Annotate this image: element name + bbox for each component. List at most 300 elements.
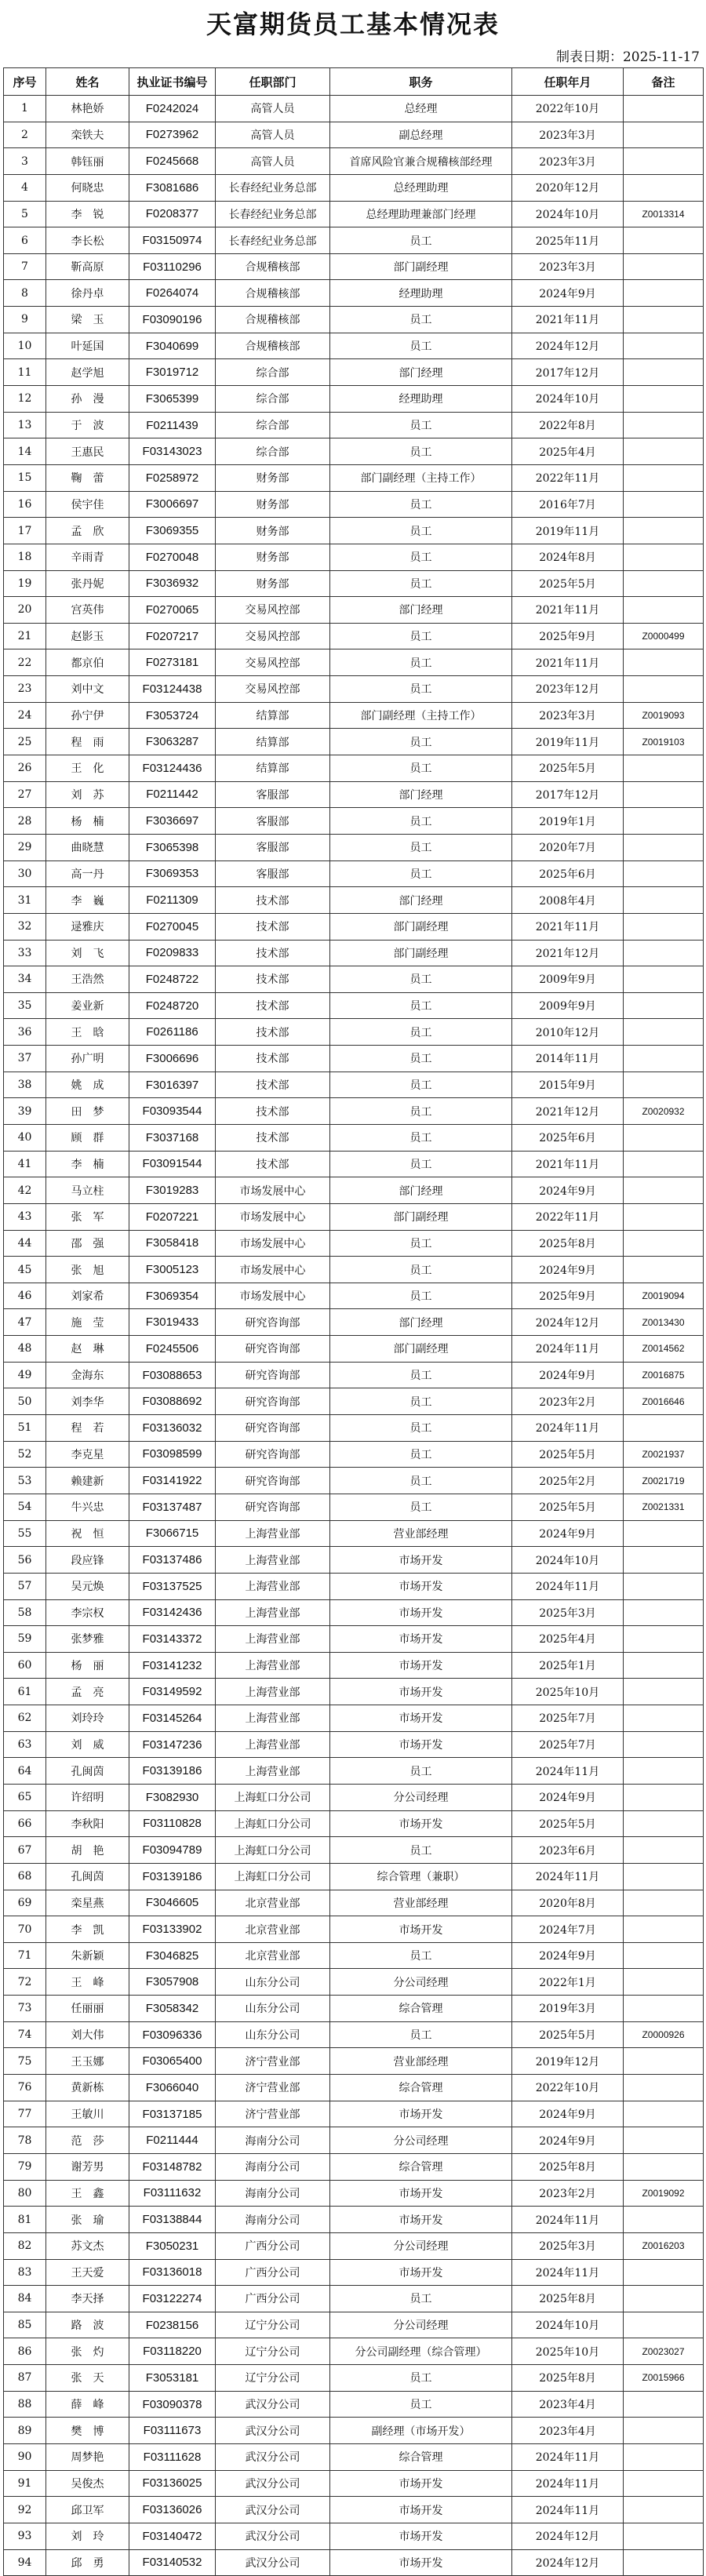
cell-position: 营业部经理 [330,1890,512,1916]
cell-start-date: 2010年12月 [512,1019,624,1046]
cell-index: 77 [4,2101,46,2127]
cell-remark [624,1652,704,1679]
cell-name: 张 瑜 [46,2207,129,2233]
cell-position: 部门副经理 [330,1203,512,1230]
cell-start-date: 2024年9月 [512,1177,624,1204]
cell-position: 市场开发 [330,2207,512,2233]
cell-start-date: 2023年2月 [512,1388,624,1415]
cell-position: 市场开发 [330,1810,512,1837]
table-row [4,1863,704,1890]
cell-name: 谢芳男 [46,2153,129,2180]
cell-position: 综合管理 [330,2444,512,2471]
cell-position: 市场开发 [330,1626,512,1653]
cell-index: 54 [4,1494,46,1520]
cell-name: 孙广明 [46,1046,129,1072]
cell-position: 员工 [330,676,512,703]
cell-name: 刘大伟 [46,2021,129,2048]
cell-cert-no: F03137486 [129,1547,216,1574]
cell-cert-no: F03139186 [129,1758,216,1785]
cell-remark [624,386,704,413]
cell-index: 94 [4,2549,46,2576]
cell-start-date: 2024年11月 [512,2470,624,2497]
cell-start-date: 2025年5月 [512,2021,624,2048]
cell-start-date: 2023年3月 [512,702,624,729]
cell-position: 员工 [330,1415,512,1442]
table-row [4,1098,704,1125]
cell-index: 42 [4,1177,46,1204]
cell-position: 员工 [330,1046,512,1072]
cell-remark: Z0000499 [624,623,704,649]
cell-start-date: 2021年12月 [512,940,624,966]
table-row [4,174,704,201]
cell-remark [624,1731,704,1758]
cell-cert-no: F03136025 [129,2470,216,2497]
cell-index: 71 [4,1942,46,1969]
cell-department: 辽宁分公司 [216,2338,330,2365]
table-row [4,2391,704,2418]
cell-department: 山东分公司 [216,1996,330,2022]
cell-department: 研究咨询部 [216,1362,330,1388]
table-row [4,729,704,755]
cell-index: 57 [4,1573,46,1599]
cell-cert-no: F03111673 [129,2418,216,2444]
staff-table [3,67,704,2576]
cell-start-date: 2025年10月 [512,2338,624,2365]
cell-cert-no: F3006696 [129,1046,216,1072]
table-row [4,1837,704,1864]
cell-name: 李秋阳 [46,1810,129,1837]
cell-department: 上海营业部 [216,1679,330,1705]
header-position: 职务 [330,68,512,96]
cell-name: 苏文杰 [46,2232,129,2259]
cell-department: 技术部 [216,940,330,966]
cell-department: 交易风控部 [216,623,330,649]
cell-remark [624,1257,704,1283]
cell-remark [624,1837,704,1864]
cell-index: 51 [4,1415,46,1442]
cell-cert-no: F0238156 [129,2312,216,2338]
cell-cert-no: F0211439 [129,412,216,438]
cell-index: 63 [4,1731,46,1758]
table-row [4,1468,704,1494]
cell-cert-no: F3040699 [129,333,216,359]
cell-index: 66 [4,1810,46,1837]
table-row [4,1705,704,1732]
cell-department: 海南分公司 [216,2153,330,2180]
cell-position: 市场开发 [330,1679,512,1705]
cell-department: 研究咨询部 [216,1468,330,1494]
cell-remark [624,808,704,835]
cell-position: 市场开发 [330,1705,512,1732]
table-row [4,148,704,175]
cell-position: 员工 [330,729,512,755]
cell-position: 员工 [330,834,512,860]
cell-remark [624,1863,704,1890]
cell-start-date: 2024年11月 [512,2207,624,2233]
cell-cert-no: F03094789 [129,1837,216,1864]
page-title: 天富期货员工基本情况表 [206,9,500,39]
cell-remark [624,359,704,386]
table-row [4,386,704,413]
cell-start-date: 2021年11月 [512,913,624,940]
table-row [4,2180,704,2207]
cell-remark [624,2418,704,2444]
cell-name: 姜业新 [46,992,129,1019]
cell-cert-no: F03093544 [129,1098,216,1125]
cell-remark [624,1019,704,1046]
cell-index: 18 [4,544,46,570]
cell-remark [624,438,704,465]
table-row [4,1890,704,1916]
cell-cert-no: F3019712 [129,359,216,386]
cell-department: 长春经纪业务总部 [216,201,330,227]
table-row [4,96,704,122]
cell-name: 路 波 [46,2312,129,2338]
cell-start-date: 2024年9月 [512,1362,624,1388]
cell-name: 栾铁夫 [46,122,129,148]
cell-position: 员工 [330,2365,512,2392]
cell-remark [624,1942,704,1969]
cell-department: 济宁营业部 [216,2075,330,2101]
cell-start-date: 2024年11月 [512,1758,624,1785]
cell-name: 李 凯 [46,1916,129,1943]
table-row [4,887,704,914]
cell-position: 员工 [330,1151,512,1177]
cell-name: 姚 成 [46,1072,129,1098]
cell-position: 副总经理 [330,122,512,148]
cell-name: 孟 欣 [46,518,129,544]
cell-name: 王 鑫 [46,2180,129,2207]
table-row [4,1283,704,1309]
cell-position: 经理助理 [330,386,512,413]
cell-cert-no: F3066040 [129,2075,216,2101]
table-row [4,1731,704,1758]
table-row [4,2470,704,2497]
table-row [4,307,704,333]
cell-position: 员工 [330,570,512,597]
cell-index: 58 [4,1599,46,1626]
cell-name: 孔闽茵 [46,1758,129,1785]
cell-index: 59 [4,1626,46,1653]
table-row [4,1652,704,1679]
cell-position: 部门副经理 [330,940,512,966]
cell-index: 79 [4,2153,46,2180]
cell-start-date: 2025年2月 [512,1468,624,1494]
cell-index: 34 [4,966,46,993]
table-row [4,438,704,465]
cell-department: 济宁营业部 [216,2101,330,2127]
cell-start-date: 2024年12月 [512,2523,624,2549]
cell-start-date: 2024年11月 [512,1573,624,1599]
cell-department: 市场发展中心 [216,1177,330,1204]
cell-cert-no: F03098599 [129,1441,216,1468]
cell-position: 员工 [330,1942,512,1969]
cell-department: 客服部 [216,860,330,887]
cell-index: 41 [4,1151,46,1177]
cell-index: 11 [4,359,46,386]
cell-position: 员工 [330,1072,512,1098]
cell-remark [624,781,704,808]
cell-index: 16 [4,491,46,518]
cell-start-date: 2024年12月 [512,2549,624,2576]
cell-department: 客服部 [216,808,330,835]
table-row [4,1124,704,1151]
cell-remark [624,1547,704,1574]
cell-index: 65 [4,1785,46,1811]
table-row [4,1046,704,1072]
cell-name: 施 莹 [46,1309,129,1336]
table-row [4,1441,704,1468]
cell-start-date: 2024年11月 [512,1863,624,1890]
cell-start-date: 2021年11月 [512,649,624,676]
cell-department: 上海营业部 [216,1652,330,1679]
cell-department: 长春经纪业务总部 [216,227,330,254]
cell-cert-no: F3046605 [129,1890,216,1916]
cell-remark [624,1785,704,1811]
cell-position: 员工 [330,860,512,887]
cell-remark [624,2153,704,2180]
cell-index: 89 [4,2418,46,2444]
cell-index: 30 [4,860,46,887]
cell-remark [624,2391,704,2418]
cell-name: 梁 玉 [46,307,129,333]
cell-department: 结算部 [216,729,330,755]
cell-department: 上海营业部 [216,1731,330,1758]
cell-index: 13 [4,412,46,438]
cell-name: 祝 恒 [46,1520,129,1547]
cell-remark [624,2127,704,2154]
cell-department: 技术部 [216,1072,330,1098]
table-row [4,1785,704,1811]
table-row [4,1547,704,1574]
table-row [4,1679,704,1705]
cell-remark [624,1890,704,1916]
cell-remark [624,940,704,966]
cell-remark [624,2497,704,2523]
cell-remark [624,755,704,782]
cell-cert-no: F03124436 [129,755,216,782]
cell-position: 员工 [330,1230,512,1257]
cell-cert-no: F03124438 [129,676,216,703]
cell-index: 48 [4,1336,46,1363]
cell-position: 员工 [330,808,512,835]
table-row [4,333,704,359]
cell-start-date: 2023年2月 [512,2180,624,2207]
cell-department: 辽宁分公司 [216,2312,330,2338]
cell-department: 武汉分公司 [216,2444,330,2471]
cell-start-date: 2021年11月 [512,597,624,624]
cell-name: 李 楠 [46,1151,129,1177]
cell-department: 技术部 [216,966,330,993]
cell-position: 总经理 [330,96,512,122]
cell-department: 客服部 [216,781,330,808]
cell-department: 合规稽核部 [216,333,330,359]
cell-name: 田 梦 [46,1098,129,1125]
cell-position: 员工 [330,1837,512,1864]
cell-index: 21 [4,623,46,649]
cell-position: 部门副经理（主持工作） [330,702,512,729]
table-row [4,940,704,966]
header-department: 任职部门 [216,68,330,96]
cell-start-date: 2022年10月 [512,2075,624,2101]
table-row [4,1996,704,2022]
cell-position: 副经理（市场开发） [330,2418,512,2444]
cell-start-date: 2024年11月 [512,1336,624,1363]
cell-name: 杨 丽 [46,1652,129,1679]
table-row [4,1520,704,1547]
table-row [4,702,704,729]
table-row [4,2207,704,2233]
cell-name: 刘 威 [46,1731,129,1758]
cell-position: 部门经理 [330,781,512,808]
cell-position: 员工 [330,2286,512,2312]
cell-start-date: 2025年6月 [512,860,624,887]
cell-index: 70 [4,1916,46,1943]
cell-start-date: 2025年9月 [512,623,624,649]
cell-start-date: 2020年12月 [512,174,624,201]
cell-position: 综合管理（兼职） [330,1863,512,1890]
cell-remark [624,174,704,201]
cell-remark: Z0013314 [624,201,704,227]
cell-position: 部门副经理 [330,253,512,280]
cell-remark [624,2470,704,2497]
header-cert-no: 执业证书编号 [129,68,216,96]
cell-name: 许绍明 [46,1785,129,1811]
cell-cert-no: F03148782 [129,2153,216,2180]
cell-position: 营业部经理 [330,2048,512,2075]
cell-position: 分公司经理 [330,2127,512,2154]
cell-index: 46 [4,1283,46,1309]
cell-start-date: 2025年7月 [512,1731,624,1758]
cell-index: 81 [4,2207,46,2233]
table-row [4,1151,704,1177]
cell-cert-no: F03142436 [129,1599,216,1626]
cell-name: 刘 苏 [46,781,129,808]
cell-index: 47 [4,1309,46,1336]
cell-cert-no: F03111632 [129,2180,216,2207]
cell-name: 李宗权 [46,1599,129,1626]
cell-start-date: 2017年12月 [512,359,624,386]
cell-department: 研究咨询部 [216,1415,330,1442]
cell-position: 市场开发 [330,1547,512,1574]
cell-remark [624,1124,704,1151]
table-row [4,1257,704,1283]
cell-position: 部门经理 [330,597,512,624]
table-row [4,2286,704,2312]
cell-remark: Z0021937 [624,1441,704,1468]
cell-cert-no: F0248720 [129,992,216,1019]
cell-index: 82 [4,2232,46,2259]
table-row [4,280,704,307]
cell-index: 60 [4,1652,46,1679]
cell-start-date: 2017年12月 [512,781,624,808]
cell-index: 91 [4,2470,46,2497]
cell-department: 结算部 [216,755,330,782]
cell-cert-no: F3053724 [129,702,216,729]
cell-department: 北京营业部 [216,1916,330,1943]
cell-index: 9 [4,307,46,333]
cell-cert-no: F03136032 [129,1415,216,1442]
cell-cert-no: F3081686 [129,174,216,201]
cell-remark [624,676,704,703]
cell-position: 员工 [330,491,512,518]
cell-cert-no: F3058418 [129,1230,216,1257]
cell-index: 3 [4,148,46,175]
cell-start-date: 2025年7月 [512,1705,624,1732]
cell-index: 23 [4,676,46,703]
table-row [4,1916,704,1943]
cell-position: 员工 [330,1441,512,1468]
cell-index: 50 [4,1388,46,1415]
cell-remark [624,2259,704,2286]
cell-department: 客服部 [216,834,330,860]
cell-cert-no: F03136026 [129,2497,216,2523]
cell-department: 财务部 [216,464,330,491]
cell-position: 分公司经理 [330,2312,512,2338]
cell-cert-no: F0207221 [129,1203,216,1230]
cell-remark [624,333,704,359]
cell-department: 研究咨询部 [216,1309,330,1336]
cell-remark: Z0019092 [624,2180,704,2207]
cell-start-date: 2024年12月 [512,1309,624,1336]
cell-index: 32 [4,913,46,940]
cell-index: 52 [4,1441,46,1468]
table-row [4,1415,704,1442]
cell-index: 43 [4,1203,46,1230]
cell-cert-no: F0211442 [129,781,216,808]
cell-department: 北京营业部 [216,1890,330,1916]
cell-index: 53 [4,1468,46,1494]
cell-start-date: 2019年12月 [512,2048,624,2075]
cell-cert-no: F3066715 [129,1520,216,1547]
cell-name: 邱卫军 [46,2497,129,2523]
cell-remark [624,597,704,624]
table-row [4,1362,704,1388]
cell-name: 张 天 [46,2365,129,2392]
cell-index: 29 [4,834,46,860]
cell-cert-no: F3005123 [129,1257,216,1283]
cell-start-date: 2024年10月 [512,2312,624,2338]
cell-remark [624,1679,704,1705]
cell-position: 总经理助理兼部门经理 [330,201,512,227]
cell-department: 武汉分公司 [216,2523,330,2549]
cell-start-date: 2022年11月 [512,1203,624,1230]
cell-name: 曲晓慧 [46,834,129,860]
cell-name: 李 巍 [46,887,129,914]
cell-index: 20 [4,597,46,624]
cell-position: 员工 [330,623,512,649]
cell-position: 员工 [330,649,512,676]
cell-name: 侯宇佳 [46,491,129,518]
cell-name: 叶延国 [46,333,129,359]
cell-start-date: 2024年12月 [512,333,624,359]
cell-cert-no: F0242024 [129,96,216,122]
table-row [4,2418,704,2444]
cell-cert-no: F0270048 [129,544,216,570]
cell-department: 综合部 [216,412,330,438]
cell-department: 研究咨询部 [216,1336,330,1363]
cell-department: 结算部 [216,702,330,729]
cell-cert-no: F03138844 [129,2207,216,2233]
cell-remark [624,1520,704,1547]
table-row [4,2232,704,2259]
cell-department: 广西分公司 [216,2259,330,2286]
cell-cert-no: F0258972 [129,464,216,491]
cell-position: 部门经理 [330,887,512,914]
cell-department: 海南分公司 [216,2180,330,2207]
cell-cert-no: F0273181 [129,649,216,676]
cell-department: 研究咨询部 [216,1441,330,1468]
